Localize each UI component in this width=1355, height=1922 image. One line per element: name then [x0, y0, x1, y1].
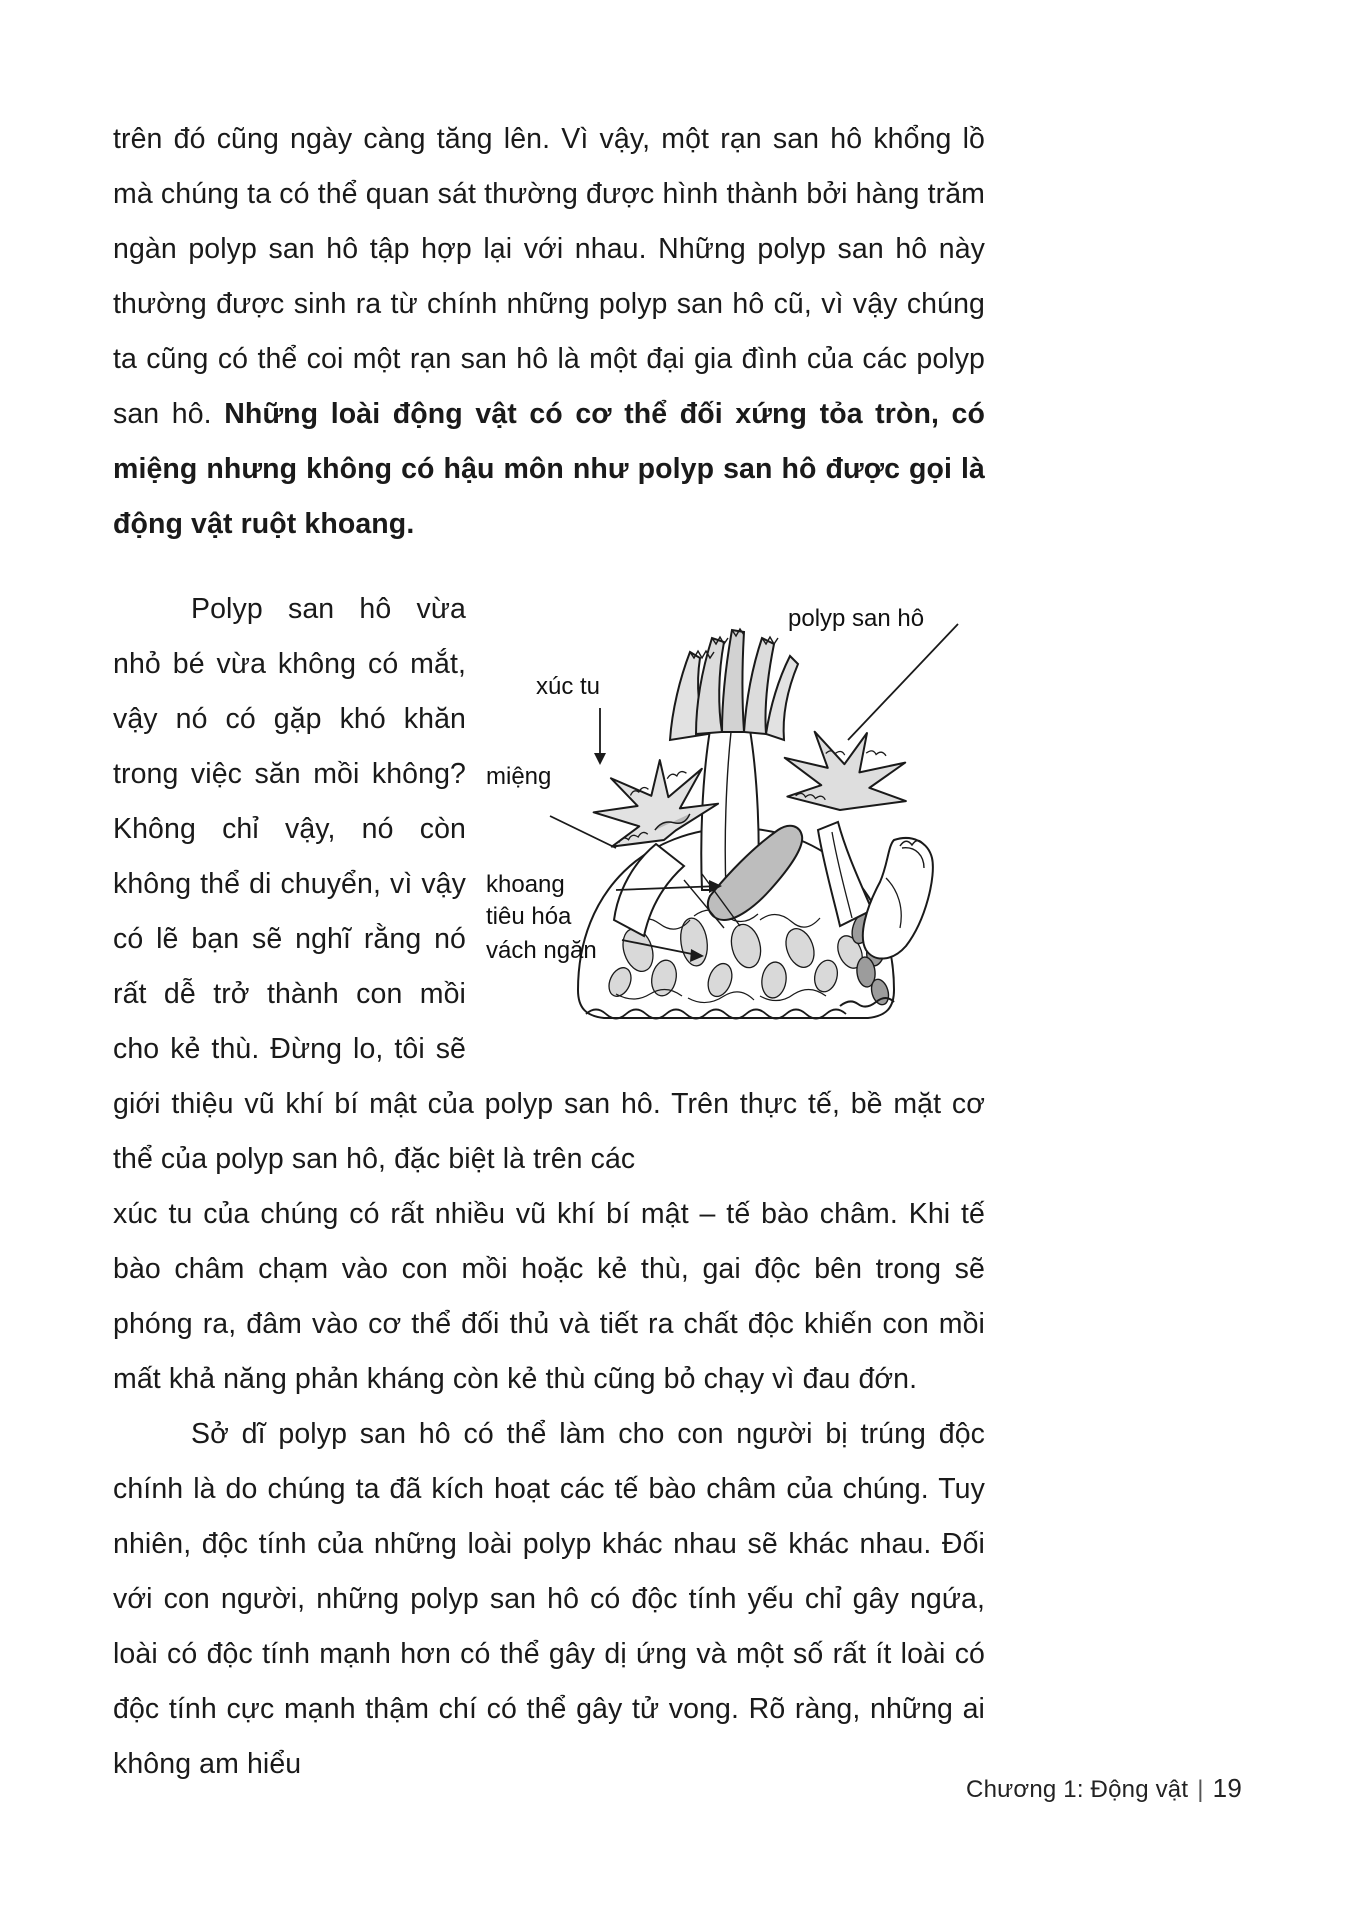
figure-illustration	[488, 590, 985, 1068]
figure-label-septum: vách ngăn	[486, 937, 597, 964]
paragraph-intro-normal-run: trên đó cũng ngày càng tăng lên. Vì vậy, một rạn san hô khổng lồ mà chúng ta có thể quan sát thường được hình thành bởi hàng trăm ngàn polyp san hô tập hợp lại với nhau. Những polyp san hô này thường được sinh ra từ chính những polyp san hô cũ, vì vậy chúng ta cũng có thể coi một rạn san hô là một đại gia đình của các polyp san hô.	[113, 123, 985, 430]
paragraph-intro	[113, 112, 985, 552]
paragraph-nematocyst: xúc tu của chúng có rất nhiều vũ khí bí mật – tế bào châm. Khi tế bào châm chạm vào con mồi hoặc kẻ thù, gai độc bên trong sẽ phóng ra, đâm vào cơ thể đối thủ và tiết ra chất độc khiến con mồi mất khả năng phản kháng còn kẻ thù cũng bỏ chạy vì đau đớn.	[113, 1198, 985, 1395]
figure-coral-polyp	[488, 590, 985, 1068]
paragraph-toxicity: Sở dĩ polyp san hô có thể làm cho con người bị trúng độc chính là do chúng ta đã kích hoạt các tế bào châm của chúng. Tuy nhiên, độc tính của những loài polyp khác nhau sẽ khác nhau. Đối với con người, những polyp san hô có độc tính yếu chỉ gây ngứa, loài có độc tính mạnh hơn có thể gây dị ứng và một số rất ít loài có độc tính cực mạnh thậm chí có thể gây tử vong. Rõ ràng, những ai không am hiểu	[113, 1418, 985, 1780]
footer-chapter-label: Chương 1: Động vật	[966, 1776, 1189, 1803]
footer-divider: |	[1197, 1776, 1204, 1803]
page-footer	[966, 1773, 1242, 1804]
paragraph-polyp-description: Polyp san hô vừa nhỏ bé vừa không có mắt, vậy nó có gặp khó khăn trong việc săn mồi không? Không chỉ vậy, nó còn không thể di chuyển, vì vậy có lẽ bạn sẽ nghĩ rằng nó rất dễ trở thành con mồi cho kẻ thù. Đừng lo, tôi sẽ giới thiệu vũ khí bí mật của polyp san hô. Trên thực tế, bề mặt cơ thể của polyp san hô, đặc biệt là trên các	[113, 593, 985, 1175]
coral-polyp-anatomy-svg	[488, 590, 985, 1068]
page-content	[113, 112, 985, 1792]
figure-label-gastro-cavity-line2: tiêu hóa	[486, 903, 572, 930]
paragraph-intro-bold-run: Những loài động vật có cơ thể đối xứng tỏa tròn, có miệng nhưng không có hậu môn như polyp san hô được gọi là động vật ruột khoang.	[113, 398, 985, 540]
footer-page-number: 19	[1212, 1773, 1242, 1803]
text-with-figure-block	[113, 582, 985, 1187]
figure-label-tentacle: xúc tu	[536, 673, 601, 700]
figure-label-mouth: miệng	[486, 763, 552, 790]
figure-label-polyp: polyp san hô	[788, 605, 925, 632]
figure-label-gastro-cavity-line1: khoang	[486, 871, 565, 898]
